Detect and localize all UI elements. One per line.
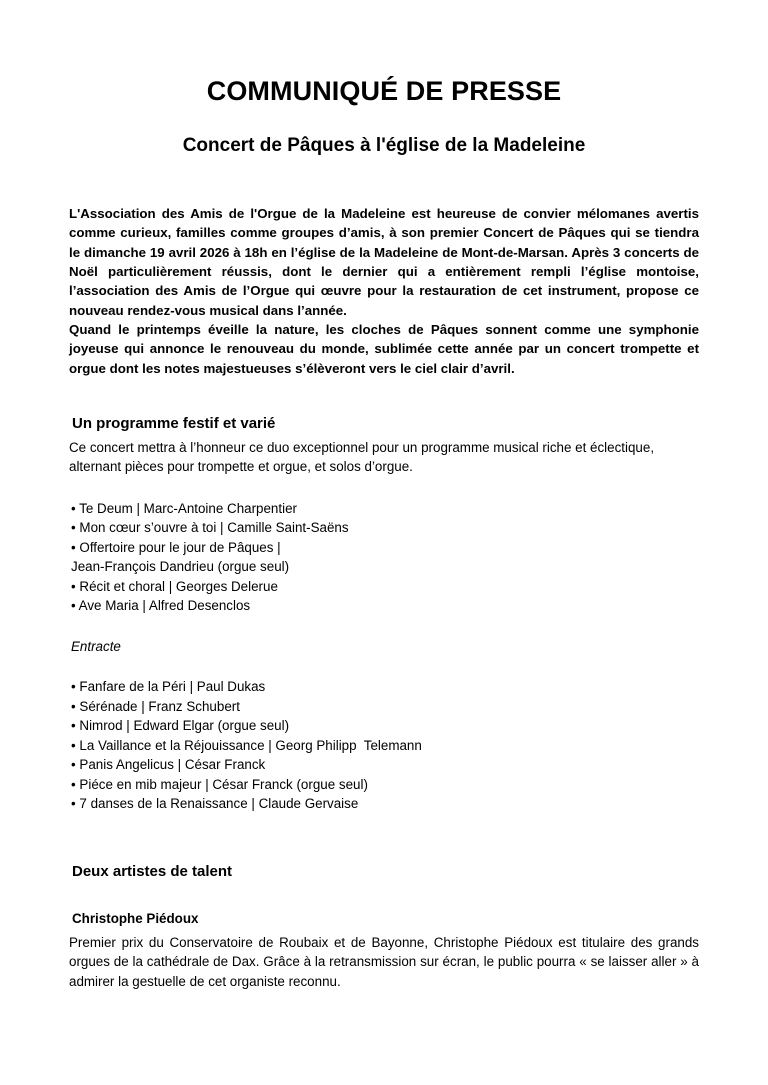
programme-intro-text: Ce concert mettra à l’honneur ce duo exceptionnel pour un programme musical riche et éclectique, alternant pièces pour trompette et orgue, et solos d’orgue. (69, 439, 655, 474)
list-item-continuation: Jean-François Dandrieu (orgue seul) (71, 559, 290, 575)
list-item: • Nimrod | Edward Elgar (orgue seul) (71, 718, 290, 734)
list-item: • Piéce en mib majeur | César Franck (orgue seul) (71, 776, 368, 792)
list-item: • Panis Angelicus | César Franck (71, 757, 266, 773)
lead-paragraph-2: Quand le printemps éveille la nature, les cloches de Pâques sonnent comme une symphonie joyeuse qui annonce le renouveau du monde, sublimée cette année par un concert trompette et orgue dont les notes majestueuses s’élèveront vers le ciel clair d’avril. (69, 322, 699, 376)
section-heading-programme: Un programme festif et varié (72, 415, 276, 433)
artist-biography: Premier prix du Conservatoire de Roubaix et de Bayonne, Christophe Piédoux est titulaire des grands orgues de la cathédrale de Dax. Grâce à la retransmission sur écran, le public pourra « se laisser aller » à admirer la gestuelle de cet organiste reconnu. (69, 934, 699, 989)
list-item: • Ave Maria | Alfred Desenclos (71, 598, 251, 614)
list-item: • La Vaillance et la Réjouissance | Georg Philipp Telemann (71, 737, 422, 753)
page-title: COMMUNIQUÉ DE PRESSE (206, 76, 562, 106)
list-item: • Sérénade | Franz Schubert (71, 698, 240, 714)
list-item: • Fanfare de la Péri | Paul Dukas (71, 679, 266, 695)
lead-paragraph-1: L'Association des Amis de l'Orgue de la Madeleine est heureuse de convier mélomanes avertis comme curieux, familles comme groupes d’amis, à son premier Concert de Pâques qui se tiendra le dimanche 19 avril 2026 à 18h en l’église de la Madeleine de Mont-de-Marsan. Après 3 concerts de Noël particulièrement réussis, dont le dernier qui a entièrement rempli l’église montoise, l’association des Amis de l’Orgue qui œuvre pour la restauration de cet instrument, propose ce nouveau rendez-vous musical dans l’année. (69, 206, 699, 318)
list-item: • Mon cœur s’ouvre à toi | Camille Saint-Saëns (71, 520, 349, 536)
program-list-part-two (69, 677, 699, 814)
artist-name: Christophe Piédoux (72, 911, 199, 927)
page-subtitle: Concert de Pâques à l'église de la Madeleine (182, 135, 586, 157)
list-item: • Te Deum | Marc-Antoine Charpentier (71, 500, 297, 516)
document-content (69, 0, 699, 991)
list-item: • Récit et choral | Georges Delerue (71, 578, 278, 594)
intermission-label: Entracte (71, 638, 121, 654)
list-item: • 7 danses de la Renaissance | Claude Gervaise (71, 796, 359, 812)
section-heading-artistes: Deux artistes de talent (72, 862, 233, 880)
program-list-part-one (69, 499, 699, 616)
lead-paragraphs (69, 204, 699, 378)
list-item: • Offertoire pour le jour de Pâques | (71, 539, 281, 555)
